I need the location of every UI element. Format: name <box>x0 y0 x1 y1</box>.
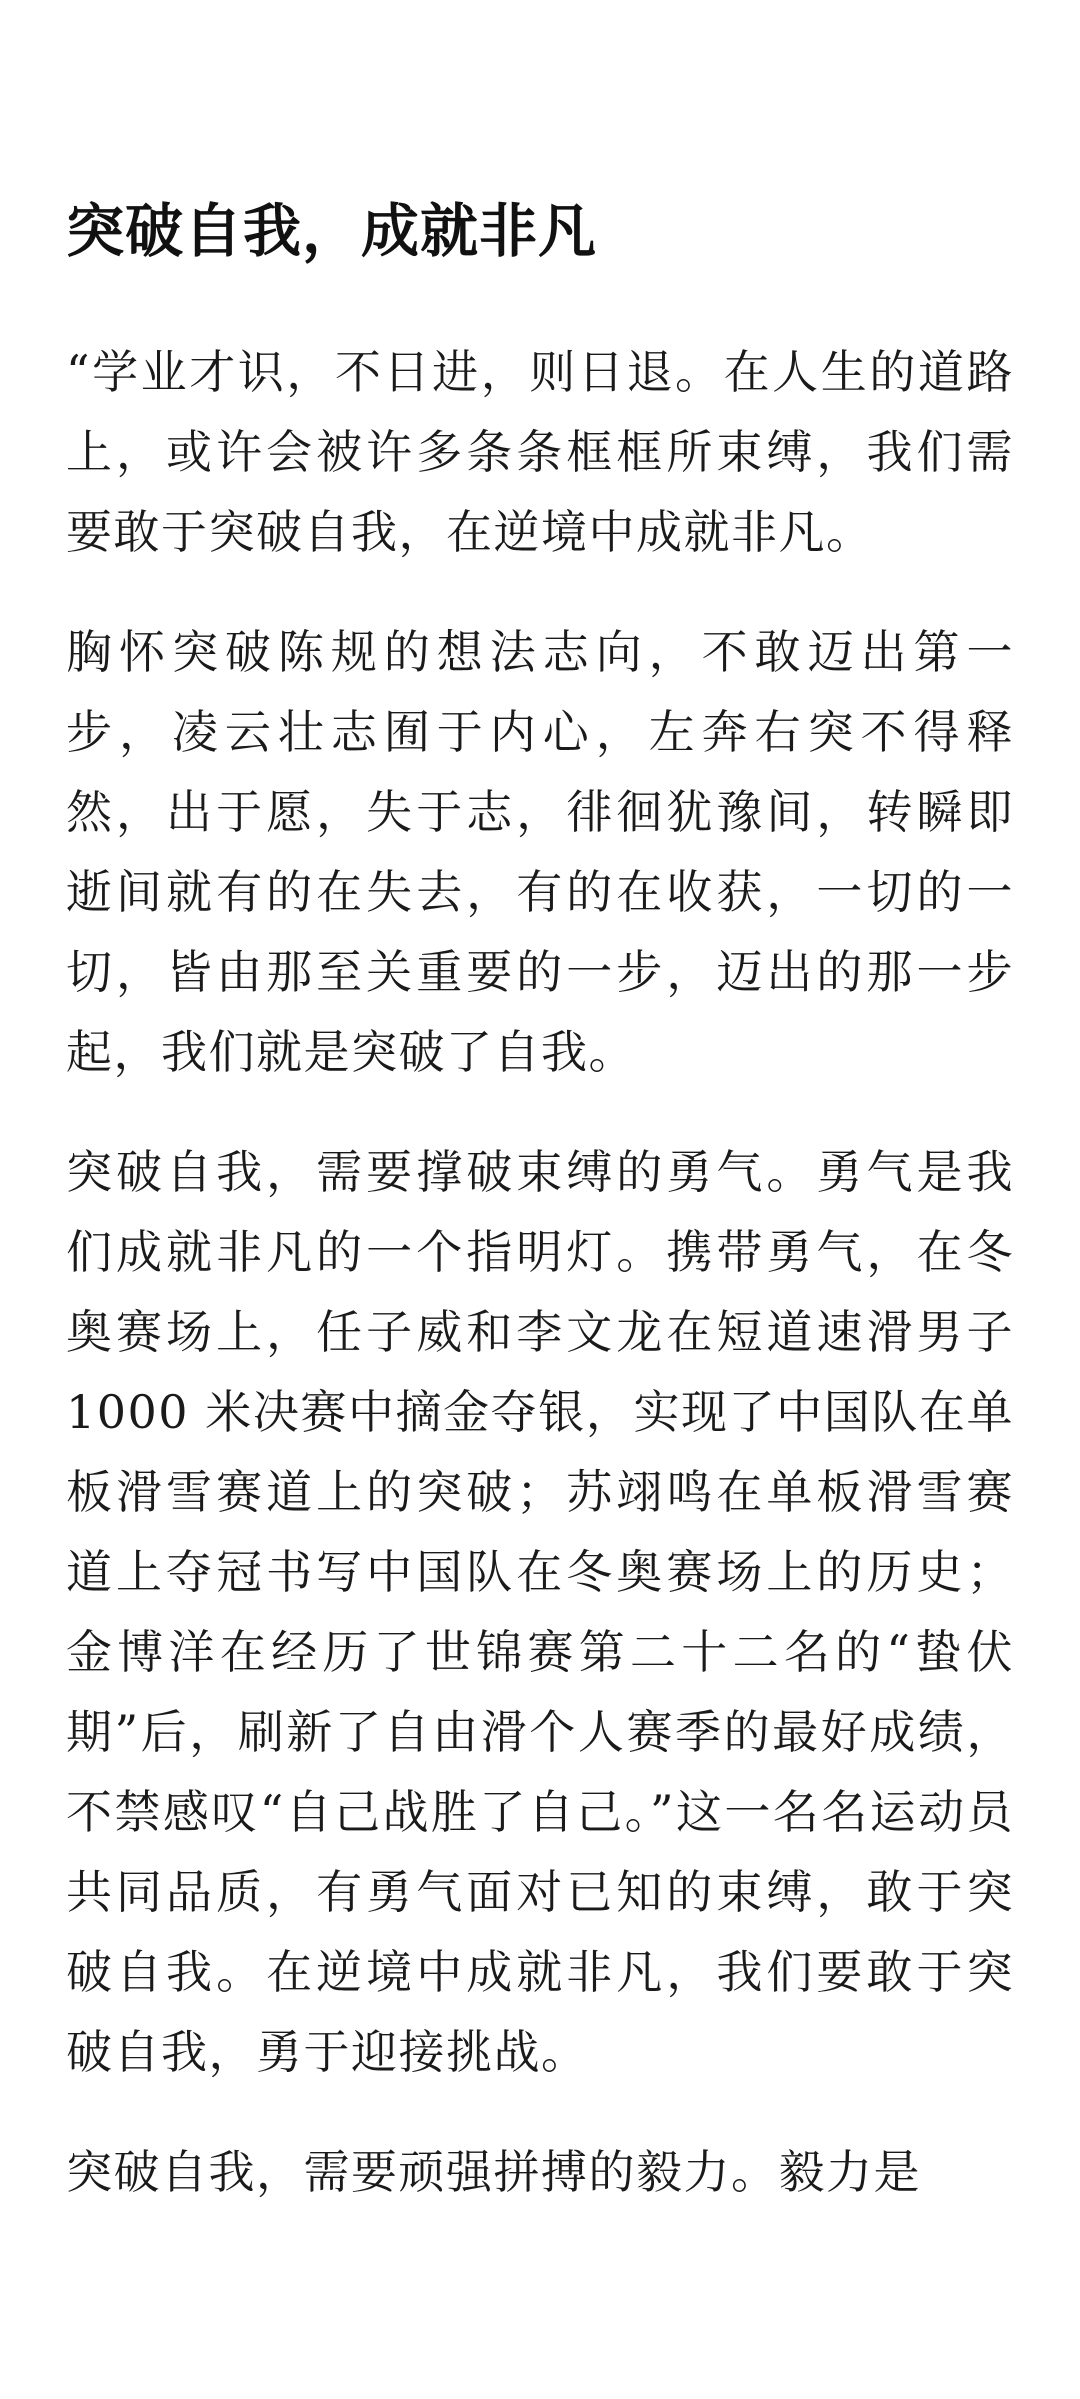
article-title: 突破自我，成就非凡 <box>66 197 598 265</box>
paragraph-1: “学业才识，不日进，则日退。在人生的道路上，或许会被许多条条框框所束缚，我们需要敢于突破自我，在逆境中成就非凡。 <box>66 345 1014 559</box>
article-body <box>66 332 1014 2252</box>
paragraph-4: 突破自我，需要顽强拼搏的毅力。毅力是 <box>66 2145 921 2199</box>
paragraph-3: 突破自我，需要撑破束缚的勇气。勇气是我们成就非凡的一个指明灯。携带勇气，在冬奥赛场上，任子威和李文龙在短道速滑男子 1000 米决赛中摘金夺银，实现了中国队在单板滑雪赛道上的突破；苏翊鸣在单板滑雪赛道上夺冠书写中国队在冬奥赛场上的历史；金博洋在经历了世锦赛第二十二名的“蛰伏期”后，刷新了自由滑个人赛季的最好成绩，不禁感叹“自己战胜了自己。”这一名名运动员共同品质，有勇气面对已知的束缚，敢于突破自我。在逆境中成就非凡，我们要敢于突破自我，勇于迎接挑战。 <box>66 1145 1014 2079</box>
paragraph-2: 胸怀突破陈规的想法志向，不敢迈出第一步，凌云壮志囿于内心，左奔右突不得释然，出于愿，失于志，徘徊犹豫间，转瞬即逝间就有的在失去，有的在收获，一切的一切，皆由那至关重要的一步，迈出的那一步起，我们就是突破了自我。 <box>66 625 1014 1079</box>
